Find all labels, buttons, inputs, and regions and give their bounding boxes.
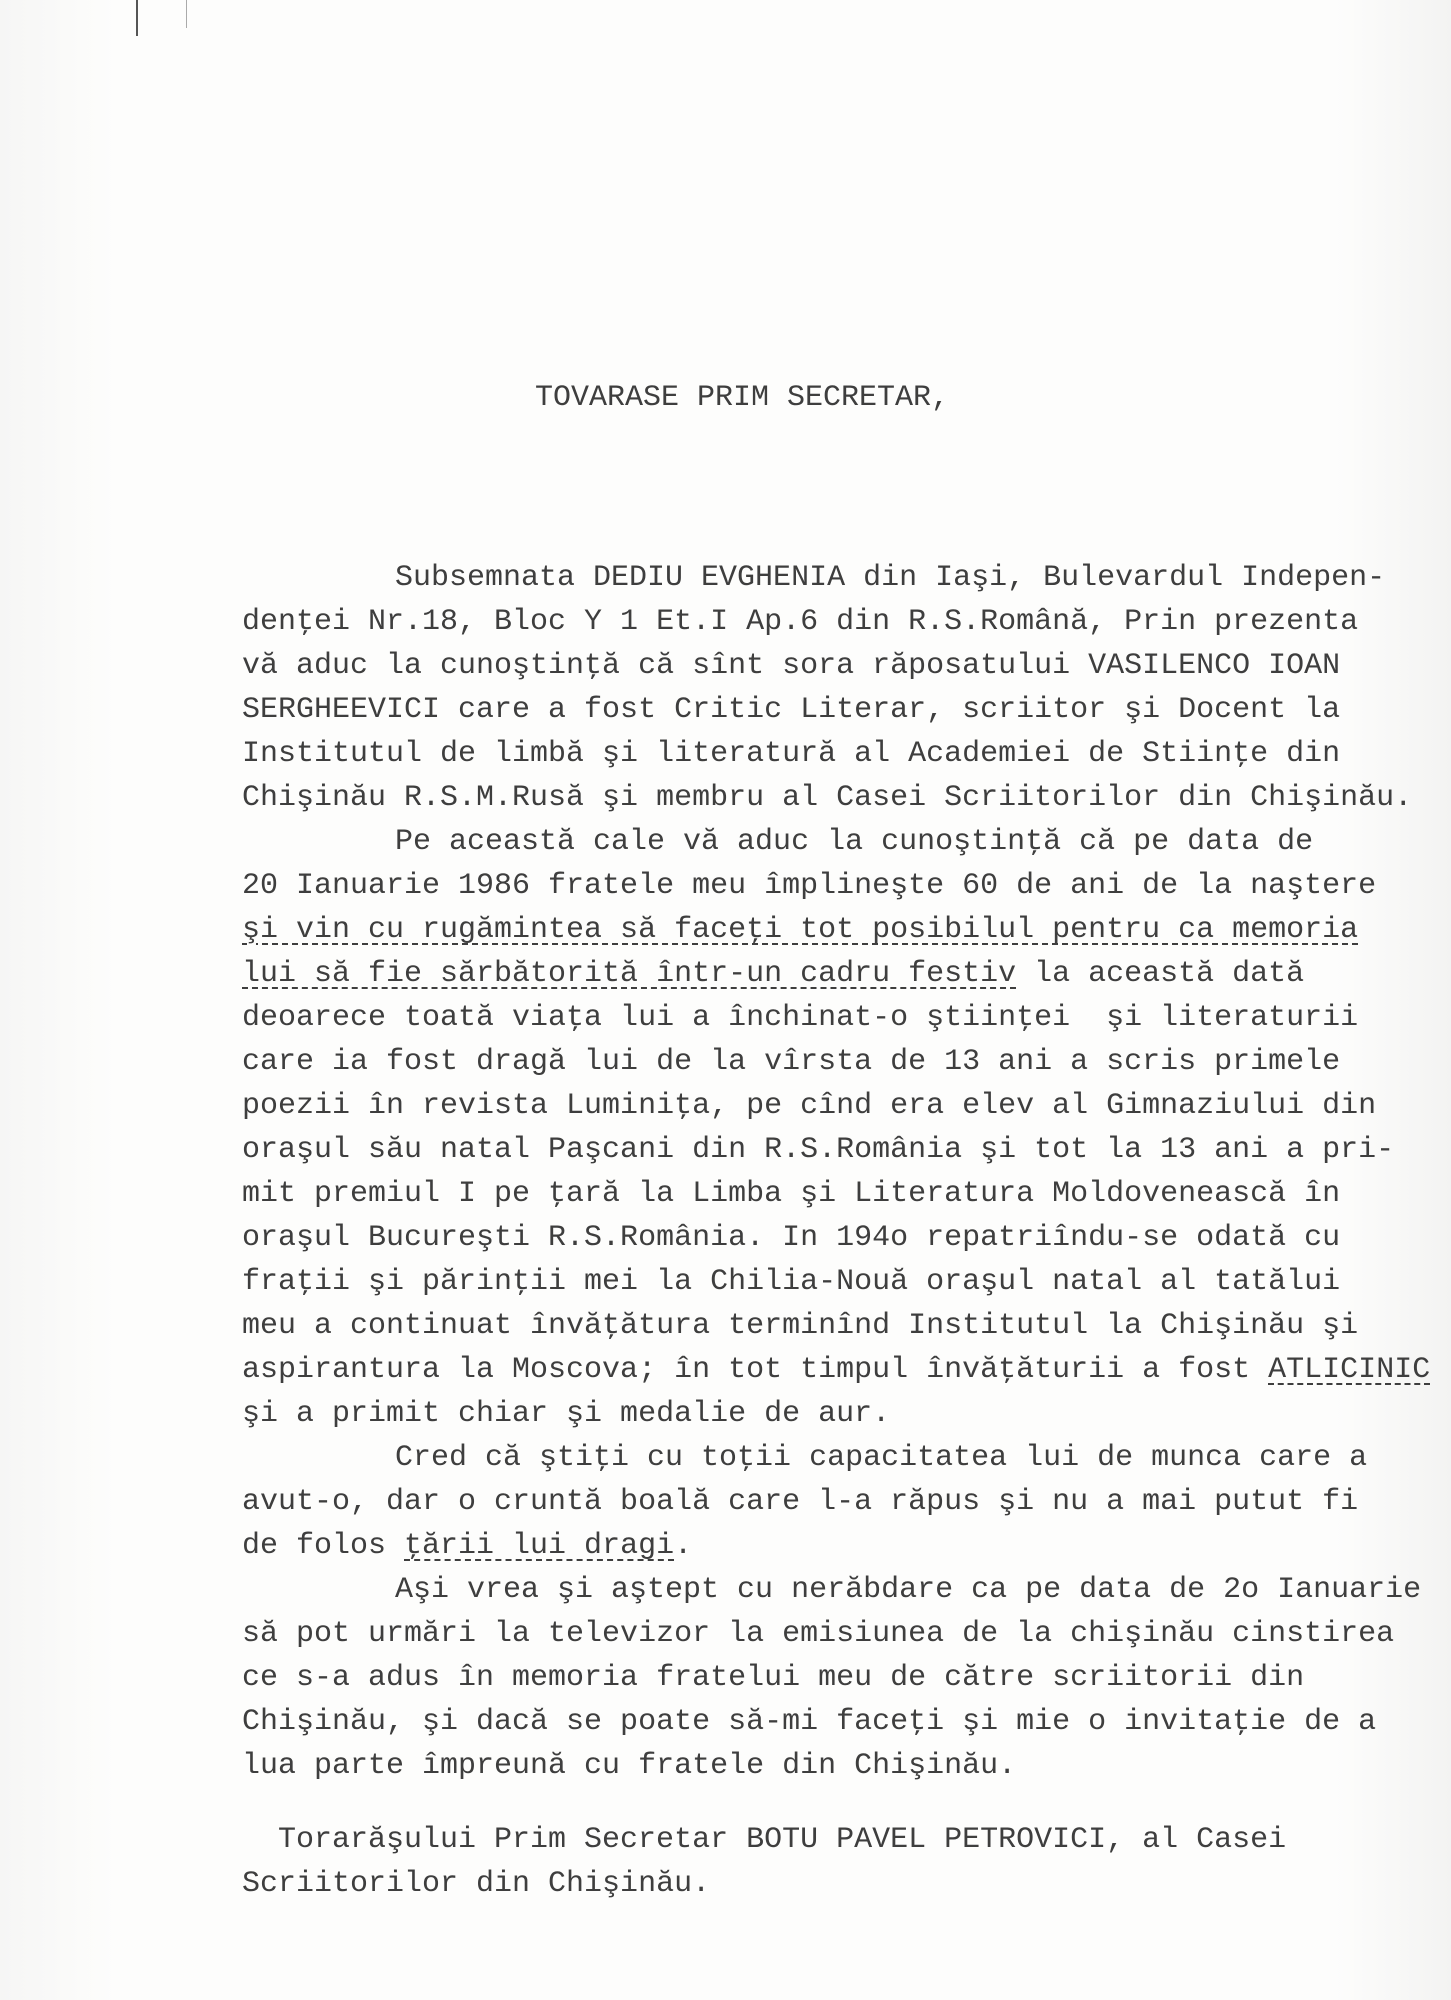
text-line (242, 732, 1430, 776)
scan-mark (136, 0, 138, 36)
scan-mark (186, 0, 187, 28)
underlined-text: şi vin cu rugămintea să faceţi tot posibilul pentru ca memoria (242, 913, 1359, 947)
text-segment: oraşul său natal Paşcani din R.S.România şi tot la 13 ani a pri- (242, 1133, 1395, 1167)
text-segment: care ia fost dragă lui de la vîrsta de 13 ani a scris primele (242, 1045, 1341, 1079)
letter-body (242, 556, 1430, 1906)
text-line (242, 688, 1430, 732)
text-line (242, 1612, 1430, 1656)
text-segment: şi a primit chiar şi medalie de aur. (242, 1397, 891, 1431)
underlined-text: lui să fie sărbătorită într-un cadru festiv (242, 957, 1017, 991)
text-line (242, 1744, 1430, 1788)
text-segment: Scriitorilor din Chişinău. (242, 1867, 711, 1901)
text-segment: la această dată (1016, 957, 1305, 991)
text-line (242, 1524, 1430, 1568)
text-line (242, 644, 1430, 688)
letter-salutation: TOVARASE PRIM SECRETAR, (535, 381, 950, 415)
text-line (242, 864, 1430, 908)
text-segment: Pe această cale vă aduc la cunoştinţă că pe data de (395, 825, 1314, 859)
text-line (242, 1480, 1430, 1524)
text-segment: vă aduc la cunoştinţă că sînt sora răposatului VASILENCO IOAN (242, 649, 1341, 683)
text-segment: meu a continuat învăţătura terminînd Institutul la Chişinău şi (242, 1309, 1359, 1343)
text-line (242, 1304, 1430, 1348)
text-line (242, 1084, 1430, 1128)
text-line (242, 1700, 1430, 1744)
text-line (242, 1348, 1430, 1392)
text-line (242, 996, 1430, 1040)
text-line (242, 820, 1430, 864)
text-segment: mit premiul I pe ţară la Limba şi Literatura Moldovenească în (242, 1177, 1341, 1211)
text-line (242, 1656, 1430, 1700)
text-segment: SERGHEEVICI care a fost Critic Literar, scriitor şi Docent la (242, 693, 1341, 727)
underlined-text: ATLICINIC (1268, 1353, 1431, 1387)
text-segment: oraşul Bucureşti R.S.România. In 194o repatriîndu-se odată cu (242, 1221, 1341, 1255)
text-line (242, 1436, 1430, 1480)
text-segment: Aşi vrea şi aştept cu nerăbdare ca pe data de 2o Ianuarie (395, 1573, 1422, 1607)
text-line (242, 952, 1430, 996)
text-segment: să pot urmări la televizor la emisiunea de la chişinău cinstirea (242, 1617, 1395, 1651)
underlined-text: ţării lui dragi (404, 1529, 675, 1563)
text-segment: Torarăşului Prim Secretar BOTU PAVEL PETROVICI, al Casei (278, 1823, 1287, 1857)
text-line (242, 556, 1430, 600)
text-segment: ce s-a adus în memoria fratelui meu de către scriitorii din (242, 1661, 1305, 1695)
text-line (242, 1568, 1430, 1612)
text-line (242, 776, 1430, 820)
text-segment: Chişinău, şi dacă se poate să-mi faceţi şi mie o invitaţie de a (242, 1705, 1377, 1739)
text-segment: poezii în revista Luminiţa, pe cînd era elev al Gimnaziului din (242, 1089, 1377, 1123)
text-line (242, 600, 1430, 644)
text-line (242, 1818, 1430, 1862)
text-segment: Cred că ştiţi cu toţii capacitatea lui de munca care a (395, 1441, 1368, 1475)
text-segment: . (674, 1529, 693, 1563)
text-line (242, 1216, 1430, 1260)
text-segment: lua parte împreună cu fratele din Chişinău. (242, 1749, 1017, 1783)
text-line (242, 1128, 1430, 1172)
text-segment: de folos (242, 1529, 405, 1563)
text-segment: Subsemnata DEDIU EVGHENIA din Iaşi, Bulevardul Indepen- (395, 561, 1386, 595)
text-line (242, 1260, 1430, 1304)
text-line (242, 1040, 1430, 1084)
text-segment: Institutul de limbă şi literatură al Academiei de Stiinţe din (242, 737, 1341, 771)
text-segment: fraţii şi părinţii mei la Chilia-Nouă oraşul natal al tatălui (242, 1265, 1341, 1299)
text-segment: 20 Ianuarie 1986 fratele meu împlineşte 60 de ani de la naştere (242, 869, 1377, 903)
text-segment: aspirantura la Moscova; în tot timpul învăţăturii a fost (242, 1353, 1269, 1387)
text-segment: Chişinău R.S.M.Rusă şi membru al Casei Scriitorilor din Chişinău. (242, 781, 1413, 815)
text-segment: avut-o, dar o cruntă boală care l-a răpus şi nu a mai putut fi (242, 1485, 1359, 1519)
text-line (242, 1172, 1430, 1216)
text-line (242, 1862, 1430, 1906)
text-segment: deoarece toată viaţa lui a închinat-o ştiinţei şi literaturii (242, 1001, 1359, 1035)
text-segment: denţei Nr.18, Bloc Y 1 Et.I Ap.6 din R.S.Română, Prin prezenta (242, 605, 1359, 639)
text-line (242, 908, 1430, 952)
text-line (242, 1392, 1430, 1436)
